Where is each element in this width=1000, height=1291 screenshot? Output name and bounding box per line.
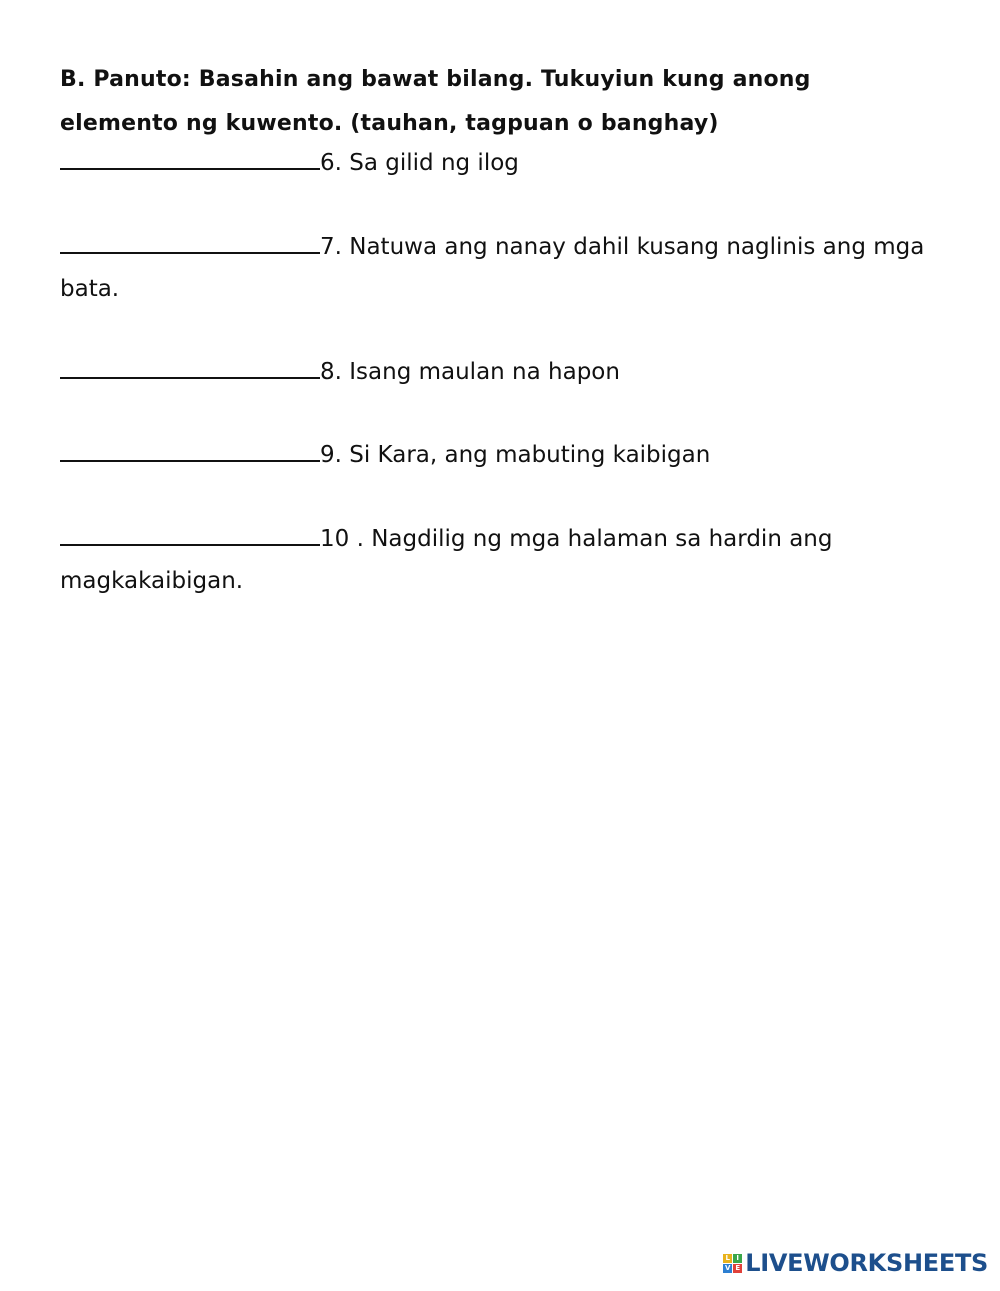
question-text-6: 6. Sa gilid ng ilog [320, 150, 519, 176]
liveworksheets-logo [723, 1249, 988, 1277]
question-text-8: 8. Isang maulan na hapon [320, 359, 620, 385]
question-item-9 [60, 434, 940, 476]
answer-blank-9[interactable] [60, 438, 320, 462]
question-item-7 [60, 226, 940, 310]
logo-letter-i: I [733, 1254, 742, 1263]
logo-mark-icon [723, 1254, 742, 1273]
question-text-9: 9. Si Kara, ang mabuting kaibigan [320, 442, 711, 468]
question-item-8 [60, 351, 940, 393]
answer-blank-10[interactable] [60, 522, 320, 546]
answer-blank-6[interactable] [60, 146, 320, 170]
question-text-7: 7. Natuwa ang nanay dahil kusang naglinis ang mga bata. [60, 234, 925, 302]
logo-letter-v: V [725, 1263, 731, 1272]
answer-blank-7[interactable] [60, 230, 320, 254]
instructions-text: B. Panuto: Basahin ang bawat bilang. Tukuyiun kung anong elemento ng kuwento. (tauhan, tagpuan o banghay) [60, 67, 811, 136]
question-text-10: 10 . Nagdilig ng mga halaman sa hardin ang magkakaibigan. [60, 526, 833, 594]
logo-letter-e: E [733, 1264, 742, 1273]
question-item-6 [60, 142, 940, 184]
answer-blank-8[interactable] [60, 355, 320, 379]
logo-letter-l: L [723, 1254, 732, 1263]
brand-name: LIVEWORKSHEETS [745, 1249, 988, 1277]
question-item-10 [60, 518, 940, 602]
